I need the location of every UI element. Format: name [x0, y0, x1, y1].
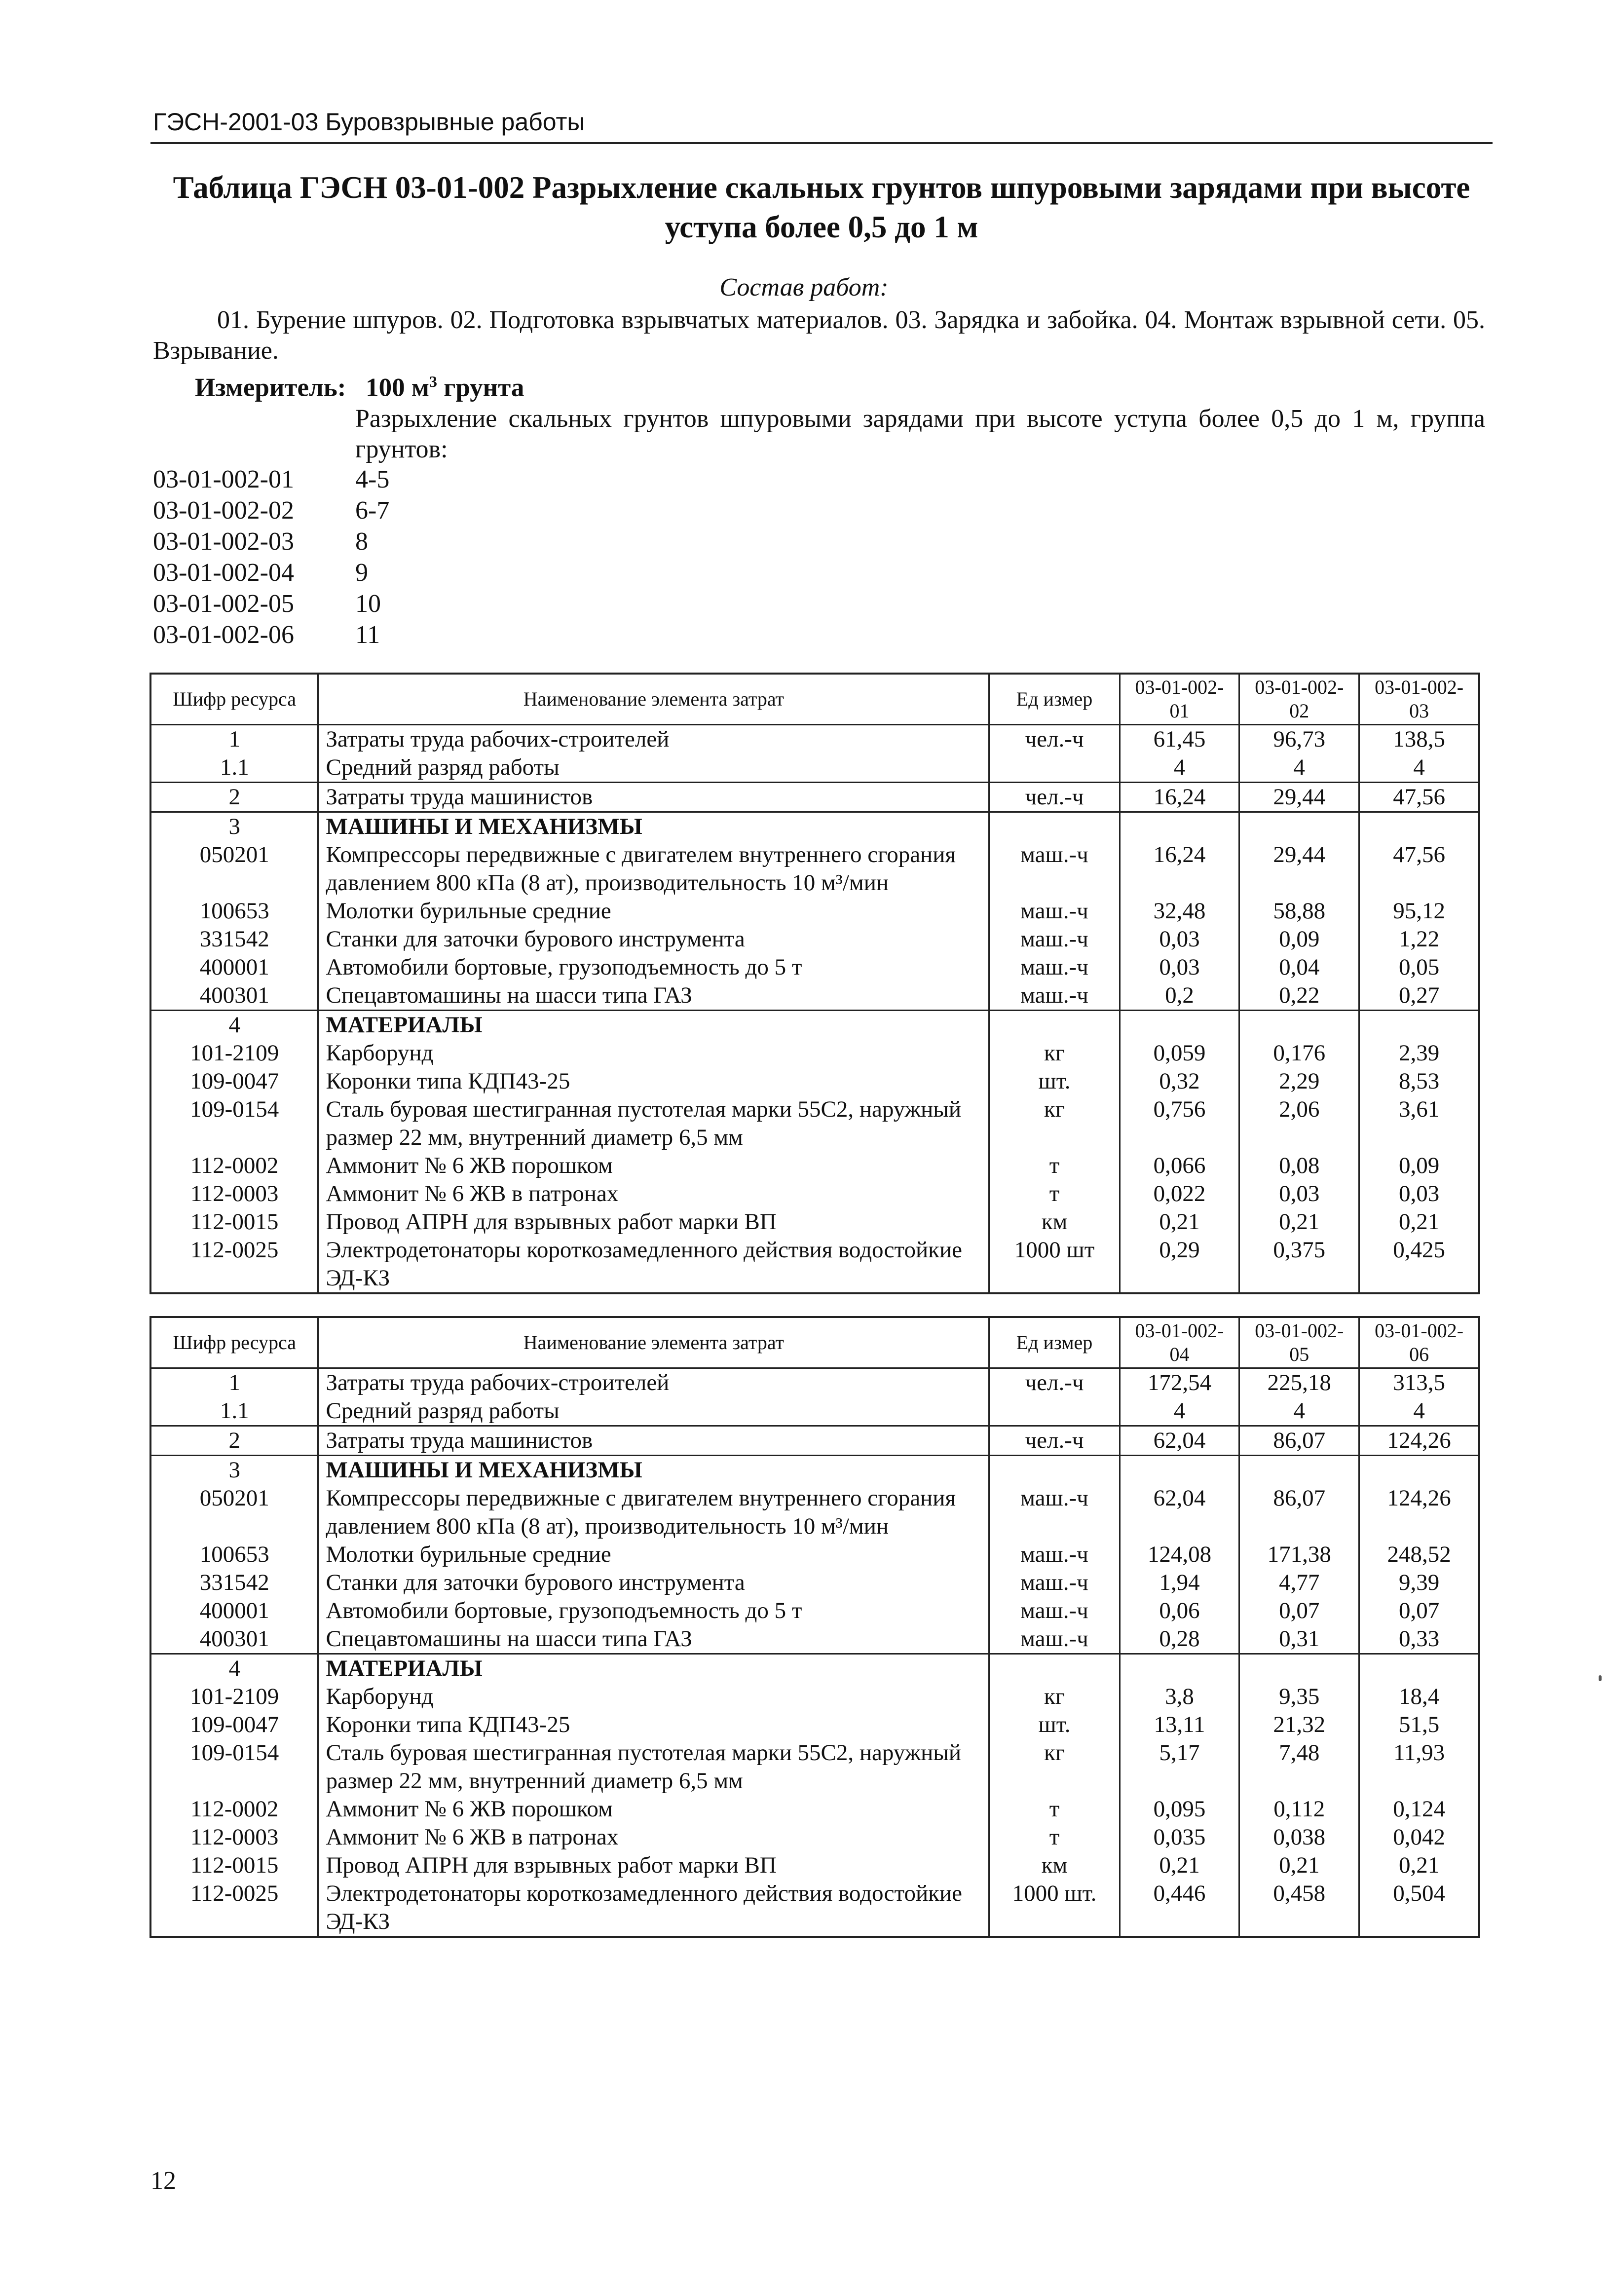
resource-value: 0,21	[1120, 1208, 1239, 1236]
resource-value	[1239, 1654, 1359, 1683]
resource-name: Аммонит № 6 ЖВ порошком	[318, 1152, 989, 1180]
code: 03-01-002-02	[153, 496, 294, 525]
resource-value: 0,756	[1120, 1095, 1239, 1152]
resource-unit	[989, 753, 1120, 783]
code-list	[153, 464, 389, 650]
resource-value: 0,08	[1239, 1152, 1359, 1180]
resource-value: 0,09	[1359, 1152, 1479, 1180]
resource-name: Аммонит № 6 ЖВ в патронах	[318, 1823, 989, 1851]
resource-name: Затраты труда машинистов	[318, 1426, 989, 1456]
resource-value: 0,06	[1120, 1597, 1239, 1625]
resource-value: 0,03	[1120, 925, 1239, 953]
table-row	[150, 1456, 1479, 1485]
resource-unit: маш.-ч	[989, 1597, 1120, 1625]
table-row	[150, 1795, 1479, 1823]
resource-unit: маш.-ч	[989, 1541, 1120, 1569]
resource-value: 47,56	[1359, 841, 1479, 897]
resource-code: 100653	[150, 897, 318, 925]
header-code: Шифр ресурса	[150, 674, 318, 725]
resource-name: Электродетонаторы короткозамедленного действия водостойкие ЭД-КЗ	[318, 1236, 989, 1293]
table-row	[150, 1711, 1479, 1739]
header-norm-code: 03-01-002-02	[1239, 674, 1359, 725]
resource-unit: чел.-ч	[989, 1368, 1120, 1397]
resource-value	[1239, 1456, 1359, 1485]
table-row	[150, 753, 1479, 783]
resource-code: 400301	[150, 1625, 318, 1654]
resource-unit: т	[989, 1152, 1120, 1180]
norm-table-2	[150, 1316, 1480, 1938]
resource-name: Спецавтомашины на шасси типа ГАЗ	[318, 1625, 989, 1654]
resource-unit: маш.-ч	[989, 925, 1120, 953]
header-norm-code: 03-01-002-01	[1120, 674, 1239, 725]
resource-unit: км	[989, 1208, 1120, 1236]
resource-value: 61,45	[1120, 725, 1239, 754]
resource-value: 0,21	[1359, 1208, 1479, 1236]
code: 03-01-002-05	[153, 590, 294, 618]
resource-name: Компрессоры передвижные с двигателем внутреннего сгорания давлением 800 кПа (8 ат), производительность 10 м³/мин	[318, 1484, 989, 1541]
resource-name: Затраты труда рабочих-строителей	[318, 725, 989, 754]
resource-value: 0,04	[1239, 953, 1359, 981]
resource-value: 5,17	[1120, 1739, 1239, 1795]
resource-value: 124,08	[1120, 1541, 1239, 1569]
resource-code: 4	[150, 1654, 318, 1683]
running-header: ГЭСН-2001-03 Буровзрывные работы	[153, 108, 585, 136]
scan-speck	[1599, 1675, 1602, 1681]
resource-value: 3,8	[1120, 1683, 1239, 1711]
header-norm-code: 03-01-002-04	[1120, 1317, 1239, 1368]
resource-value: 0,22	[1239, 981, 1359, 1011]
resource-code: 109-0047	[150, 1711, 318, 1739]
resource-code: 400001	[150, 953, 318, 981]
composition-title: Состав работ:	[719, 273, 889, 301]
resource-unit: т	[989, 1795, 1120, 1823]
table-row	[150, 1426, 1479, 1456]
meter-value: 100 м	[366, 373, 429, 402]
resource-value	[1359, 812, 1479, 841]
code-row	[153, 464, 389, 495]
resource-value: 4	[1239, 753, 1359, 783]
resource-value	[1359, 1654, 1479, 1683]
table-row	[150, 1039, 1479, 1067]
resource-value: 0,21	[1359, 1851, 1479, 1880]
resource-value: 0,112	[1239, 1795, 1359, 1823]
code: 03-01-002-04	[153, 559, 294, 587]
resource-value: 0,03	[1120, 953, 1239, 981]
code-row	[153, 526, 389, 557]
resource-value: 62,04	[1120, 1426, 1239, 1456]
resource-value: 0,31	[1239, 1625, 1359, 1654]
table-row	[150, 925, 1479, 953]
soil-group: 11	[355, 621, 380, 649]
header-norm-code: 03-01-002-03	[1359, 674, 1479, 725]
resource-name: МАШИНЫ И МЕХАНИЗМЫ	[318, 812, 989, 841]
resource-value: 124,26	[1359, 1426, 1479, 1456]
resource-name: Затраты труда рабочих-строителей	[318, 1368, 989, 1397]
resource-unit: маш.-ч	[989, 953, 1120, 981]
resource-value: 0,066	[1120, 1152, 1239, 1180]
resource-value: 0,21	[1120, 1851, 1239, 1880]
page-number: 12	[150, 2167, 176, 2195]
header-name: Наименование элемента затрат	[318, 674, 989, 725]
table-row	[150, 1683, 1479, 1711]
soil-group: 9	[355, 559, 368, 587]
resource-value: 4	[1239, 1397, 1359, 1426]
resource-name: Затраты труда машинистов	[318, 783, 989, 812]
resource-value: 171,38	[1239, 1541, 1359, 1569]
resource-value: 0,21	[1239, 1208, 1359, 1236]
resource-value: 0,375	[1239, 1236, 1359, 1293]
code-row	[153, 557, 389, 588]
table-row	[150, 1823, 1479, 1851]
resource-code: 050201	[150, 1484, 318, 1541]
resource-unit: кг	[989, 1039, 1120, 1067]
resource-value: 0,29	[1120, 1236, 1239, 1293]
resource-name: Сталь буровая шестигранная пустотелая марки 55С2, наружный размер 22 мм, внутренний диаметр 6,5 мм	[318, 1739, 989, 1795]
table-row	[150, 897, 1479, 925]
resource-value: 9,35	[1239, 1683, 1359, 1711]
table-row	[150, 1654, 1479, 1683]
resource-code: 112-0015	[150, 1208, 318, 1236]
soil-group: 4-5	[355, 465, 390, 493]
resource-unit: маш.-ч	[989, 897, 1120, 925]
resource-name: Средний разряд работы	[318, 753, 989, 783]
resource-value: 0,035	[1120, 1823, 1239, 1851]
resource-code: 112-0003	[150, 1823, 318, 1851]
resource-code: 1.1	[150, 1397, 318, 1426]
resource-unit	[989, 1397, 1120, 1426]
table-row	[150, 841, 1479, 897]
resource-name: Молотки бурильные средние	[318, 897, 989, 925]
resource-code: 109-0154	[150, 1095, 318, 1152]
soil-group: 8	[355, 527, 368, 556]
resource-value: 0,124	[1359, 1795, 1479, 1823]
resource-unit: 1000 шт.	[989, 1880, 1120, 1937]
resource-value: 0,05	[1359, 953, 1479, 981]
table-row	[150, 1208, 1479, 1236]
resource-name: Станки для заточки бурового инструмента	[318, 1569, 989, 1597]
resource-value: 0,07	[1359, 1597, 1479, 1625]
resource-code: 112-0015	[150, 1851, 318, 1880]
table-header-row	[150, 1317, 1479, 1368]
resource-value: 0,32	[1120, 1067, 1239, 1095]
resource-value: 0,446	[1120, 1880, 1239, 1937]
table-row	[150, 1739, 1479, 1795]
resource-value: 0,27	[1359, 981, 1479, 1011]
resource-unit	[989, 1456, 1120, 1485]
resource-value: 0,504	[1359, 1880, 1479, 1937]
resource-value: 58,88	[1239, 897, 1359, 925]
table-row	[150, 953, 1479, 981]
resource-value: 0,09	[1239, 925, 1359, 953]
resource-code: 400301	[150, 981, 318, 1011]
resource-value	[1239, 812, 1359, 841]
resource-value: 9,39	[1359, 1569, 1479, 1597]
resource-code: 2	[150, 783, 318, 812]
resource-code: 109-0047	[150, 1067, 318, 1095]
resource-name: Спецавтомашины на шасси типа ГАЗ	[318, 981, 989, 1011]
resource-value: 0,038	[1239, 1823, 1359, 1851]
resource-code: 101-2109	[150, 1039, 318, 1067]
table-row	[150, 1880, 1479, 1937]
resource-value: 86,07	[1239, 1426, 1359, 1456]
resource-value: 0,2	[1120, 981, 1239, 1011]
resource-value: 124,26	[1359, 1484, 1479, 1541]
header-rule	[150, 142, 1493, 144]
table-row	[150, 1180, 1479, 1208]
resource-unit	[989, 1654, 1120, 1683]
resource-unit	[989, 1011, 1120, 1040]
code-row	[153, 495, 389, 526]
resource-value: 2,06	[1239, 1095, 1359, 1152]
table-row	[150, 1625, 1479, 1654]
resource-code: 050201	[150, 841, 318, 897]
code-row	[153, 619, 389, 650]
resource-value: 0,458	[1239, 1880, 1359, 1937]
resource-code: 400001	[150, 1597, 318, 1625]
resource-unit: т	[989, 1823, 1120, 1851]
resource-value: 0,059	[1120, 1039, 1239, 1067]
resource-name: Коронки типа КДП43-25	[318, 1711, 989, 1739]
norm-description: Разрыхление скальных грунтов шпуровыми зарядами при высоте уступа более 0,5 до 1 м, группа грунтов:	[355, 405, 1485, 463]
resource-unit: маш.-ч	[989, 981, 1120, 1011]
resource-value	[1120, 1011, 1239, 1040]
resource-name: Сталь буровая шестигранная пустотелая марки 55С2, наружный размер 22 мм, внутренний диаметр 6,5 мм	[318, 1095, 989, 1152]
resource-code: 331542	[150, 1569, 318, 1597]
table-row	[150, 1368, 1479, 1397]
resource-code: 1	[150, 725, 318, 754]
resource-value: 7,48	[1239, 1739, 1359, 1795]
resource-value: 0,07	[1239, 1597, 1359, 1625]
resource-value: 313,5	[1359, 1368, 1479, 1397]
resource-value: 0,28	[1120, 1625, 1239, 1654]
resource-value: 248,52	[1359, 1541, 1479, 1569]
header-norm-code: 03-01-002-06	[1359, 1317, 1479, 1368]
resource-code: 3	[150, 1456, 318, 1485]
resource-value	[1120, 1654, 1239, 1683]
resource-value: 2,39	[1359, 1039, 1479, 1067]
resource-value: 4	[1359, 1397, 1479, 1426]
resource-code: 112-0002	[150, 1152, 318, 1180]
meter-sup: 3	[429, 373, 437, 390]
resource-value	[1359, 1011, 1479, 1040]
soil-group: 6-7	[355, 496, 390, 525]
table-title: Таблица ГЭСН 03-01-002 Разрыхление скальных грунтов шпуровыми зарядами при высоте уступа более 0,5 до 1 м	[173, 170, 1470, 244]
table-row	[150, 1397, 1479, 1426]
resource-code: 109-0154	[150, 1739, 318, 1795]
header-code: Шифр ресурса	[150, 1317, 318, 1368]
resource-value: 0,03	[1359, 1180, 1479, 1208]
resource-code: 3	[150, 812, 318, 841]
resource-value: 62,04	[1120, 1484, 1239, 1541]
resource-value: 11,93	[1359, 1739, 1479, 1795]
resource-value: 0,042	[1359, 1823, 1479, 1851]
resource-unit: маш.-ч	[989, 1625, 1120, 1654]
resource-unit: кг	[989, 1095, 1120, 1152]
resource-name: Электродетонаторы короткозамедленного действия водостойкие ЭД-КЗ	[318, 1880, 989, 1937]
resource-code: 101-2109	[150, 1683, 318, 1711]
resource-name: Коронки типа КДП43-25	[318, 1067, 989, 1095]
table-row	[150, 783, 1479, 812]
resource-unit: маш.-ч	[989, 841, 1120, 897]
resource-name: Аммонит № 6 ЖВ порошком	[318, 1795, 989, 1823]
resource-value: 4	[1120, 753, 1239, 783]
resource-value: 0,21	[1239, 1851, 1359, 1880]
resource-value: 86,07	[1239, 1484, 1359, 1541]
code: 03-01-002-03	[153, 527, 294, 556]
resource-name: Автомобили бортовые, грузоподъемность до 5 т	[318, 1597, 989, 1625]
resource-value: 4	[1120, 1397, 1239, 1426]
resource-unit: маш.-ч	[989, 1484, 1120, 1541]
resource-value: 138,5	[1359, 725, 1479, 754]
resource-value: 0,022	[1120, 1180, 1239, 1208]
soil-group: 10	[355, 590, 381, 618]
resource-code: 4	[150, 1011, 318, 1040]
header-unit: Ед измер	[989, 1317, 1120, 1368]
resource-code: 112-0003	[150, 1180, 318, 1208]
header-unit: Ед измер	[989, 674, 1120, 725]
resource-code: 100653	[150, 1541, 318, 1569]
resource-value: 18,4	[1359, 1683, 1479, 1711]
resource-value	[1239, 1011, 1359, 1040]
resource-value: 1,94	[1120, 1569, 1239, 1597]
resource-unit: чел.-ч	[989, 783, 1120, 812]
resource-code: 331542	[150, 925, 318, 953]
resource-name: Молотки бурильные средние	[318, 1541, 989, 1569]
resource-value: 2,29	[1239, 1067, 1359, 1095]
resource-value: 4,77	[1239, 1569, 1359, 1597]
resource-value: 0,03	[1239, 1180, 1359, 1208]
resource-name: Карборунд	[318, 1039, 989, 1067]
resource-value: 0,33	[1359, 1625, 1479, 1654]
table-row	[150, 1236, 1479, 1293]
code: 03-01-002-01	[153, 465, 294, 493]
resource-unit: т	[989, 1180, 1120, 1208]
resource-unit: чел.-ч	[989, 725, 1120, 754]
table-row	[150, 1484, 1479, 1541]
resource-value: 29,44	[1239, 783, 1359, 812]
resource-unit: чел.-ч	[989, 1426, 1120, 1456]
table-row	[150, 1067, 1479, 1095]
table-row	[150, 1851, 1479, 1880]
resource-name: Провод АПРН для взрывных работ марки ВП	[318, 1208, 989, 1236]
resource-code: 1	[150, 1368, 318, 1397]
resource-value: 13,11	[1120, 1711, 1239, 1739]
code-row	[153, 588, 389, 619]
resource-value: 3,61	[1359, 1095, 1479, 1152]
table-row	[150, 1095, 1479, 1152]
header-name: Наименование элемента затрат	[318, 1317, 989, 1368]
resource-unit: кг	[989, 1683, 1120, 1711]
resource-name: Карборунд	[318, 1683, 989, 1711]
resource-value: 47,56	[1359, 783, 1479, 812]
resource-unit: 1000 шт	[989, 1236, 1120, 1293]
meter-label: Измеритель:	[195, 373, 346, 402]
table-row	[150, 1541, 1479, 1569]
table-row	[150, 981, 1479, 1011]
resource-value: 225,18	[1239, 1368, 1359, 1397]
meter-suffix: грунта	[437, 373, 524, 402]
table-row	[150, 725, 1479, 754]
resource-value: 95,12	[1359, 897, 1479, 925]
resource-name: МАТЕРИАЛЫ	[318, 1011, 989, 1040]
norm-table-1	[150, 673, 1480, 1294]
resource-unit: шт.	[989, 1067, 1120, 1095]
resource-value: 29,44	[1239, 841, 1359, 897]
resource-name: Автомобили бортовые, грузоподъемность до 5 т	[318, 953, 989, 981]
table-row	[150, 812, 1479, 841]
resource-name: Средний разряд работы	[318, 1397, 989, 1426]
composition-text: 01. Бурение шпуров. 02. Подготовка взрывчатых материалов. 03. Зарядка и забойка. 04. Монтаж взрывной сети. 05. Взрывание.	[153, 306, 1485, 365]
resource-code: 112-0025	[150, 1880, 318, 1937]
resource-unit: маш.-ч	[989, 1569, 1120, 1597]
resource-value: 4	[1359, 753, 1479, 783]
resource-value: 21,32	[1239, 1711, 1359, 1739]
resource-unit: кг	[989, 1739, 1120, 1795]
resource-name: Компрессоры передвижные с двигателем внутреннего сгорания давлением 800 кПа (8 ат), производительность 10 м³/мин	[318, 841, 989, 897]
code: 03-01-002-06	[153, 621, 294, 649]
table-row	[150, 1569, 1479, 1597]
resource-code: 1.1	[150, 753, 318, 783]
resource-unit: шт.	[989, 1711, 1120, 1739]
resource-value: 32,48	[1120, 897, 1239, 925]
resource-name: Аммонит № 6 ЖВ в патронах	[318, 1180, 989, 1208]
resource-value: 16,24	[1120, 841, 1239, 897]
table-row	[150, 1597, 1479, 1625]
resource-value	[1359, 1456, 1479, 1485]
table-row	[150, 1011, 1479, 1040]
resource-value	[1120, 812, 1239, 841]
table-header-row	[150, 674, 1479, 725]
resource-name: МАШИНЫ И МЕХАНИЗМЫ	[318, 1456, 989, 1485]
header-norm-code: 03-01-002-05	[1239, 1317, 1359, 1368]
table-row	[150, 1152, 1479, 1180]
meter	[195, 373, 524, 403]
resource-name: МАТЕРИАЛЫ	[318, 1654, 989, 1683]
resource-name: Провод АПРН для взрывных работ марки ВП	[318, 1851, 989, 1880]
resource-value	[1120, 1456, 1239, 1485]
resource-code: 112-0002	[150, 1795, 318, 1823]
resource-value: 172,54	[1120, 1368, 1239, 1397]
resource-value: 96,73	[1239, 725, 1359, 754]
resource-value: 8,53	[1359, 1067, 1479, 1095]
resource-value: 1,22	[1359, 925, 1479, 953]
resource-code: 112-0025	[150, 1236, 318, 1293]
resource-unit	[989, 812, 1120, 841]
resource-value: 51,5	[1359, 1711, 1479, 1739]
resource-value: 0,095	[1120, 1795, 1239, 1823]
resource-value: 0,425	[1359, 1236, 1479, 1293]
resource-unit: км	[989, 1851, 1120, 1880]
resource-value: 16,24	[1120, 783, 1239, 812]
resource-code: 2	[150, 1426, 318, 1456]
resource-name: Станки для заточки бурового инструмента	[318, 925, 989, 953]
resource-value: 0,176	[1239, 1039, 1359, 1067]
